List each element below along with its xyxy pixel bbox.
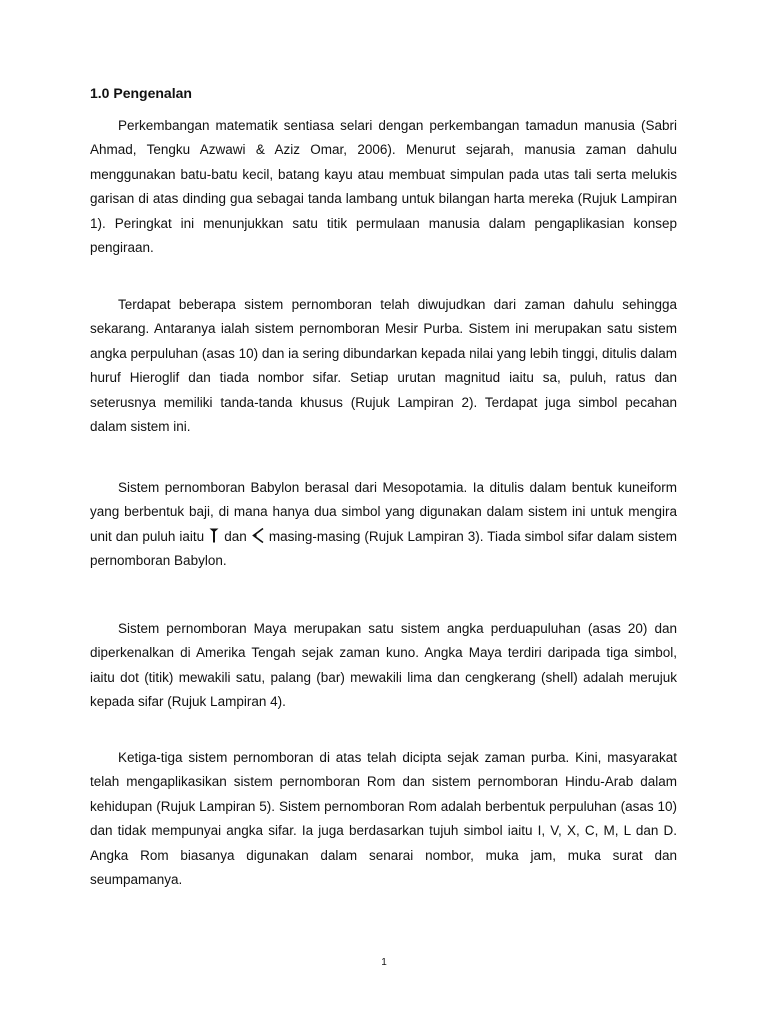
paragraph-egyptian-system: Terdapat beberapa sistem pernomboran telah diwujudkan dari zaman dahulu sehingga sekarang. Antaranya ialah sistem pernomboran Mesir Purba. Sistem ini merupakan satu sistem angka perpuluhan (asas 10) dan ia sering dibundarkan kepada nilai yang lebih tinggi, ditulis dalam huruf Hieroglif dan tiada nombor sifar. Setiap urutan magnitud iaitu sa, puluh, ratus dan seterusnya memiliki tanda-tanda khusus (Rujuk Lampiran 2). Terdapat juga simbol pecahan dalam sistem ini. — [90, 297, 677, 435]
paragraph-maya-system: Sistem pernomboran Maya merupakan satu sistem angka perduapuluhan (asas 20) dan diperkenalkan di Amerika Tengah sejak zaman kuno. Angka Maya terdiri daripada tiga simbol, iaitu dot (titik) mewakili satu, palang (bar) mewakili lima dan cengkerang (shell) adalah merujuk kepada sifar (Rujuk Lampiran 4). — [90, 621, 677, 710]
paragraph-babylonian-text-middle: dan — [220, 528, 251, 544]
paragraph-babylonian-system — [90, 476, 677, 574]
section-heading: 1.0 Pengenalan — [90, 85, 192, 101]
paragraph-babylonian-text-end: masing-masing (Rujuk Lampiran 3). Tiada simbol sifar dalam sistem pernomboran Babylon. — [90, 528, 677, 569]
page-number: 1 — [381, 957, 387, 968]
paragraph-babylonian-text-start: Sistem pernomboran Babylon berasal dari Mesopotamia. Ia ditulis dalam bentuk kuneiform yang berbentuk baji, di mana hanya dua simbol yang digunakan dalam sistem ini untuk mengira unit dan puluh iaitu — [90, 480, 677, 544]
babylonian-unit-wedge-icon — [208, 527, 220, 544]
paragraph-roman-hindu-arabic: Ketiga-tiga sistem pernomboran di atas telah dicipta sejak zaman purba. Kini, masyarakat telah mengaplikasikan sistem pernomboran Rom dan sistem pernomboran Hindu-Arab dalam kehidupan (Rujuk Lampiran 5). Sistem pernomboran Rom adalah berbentuk perpuluhan (asas 10) dan tidak mempunyai angka sifar. Ia juga berdasarkan tujuh simbol iaitu I, V, X, C, M, L dan D. Angka Rom biasanya digunakan dalam senarai nombor, muka jam, muka surat dan seumpamanya. — [90, 750, 677, 888]
paragraph-intro: Perkembangan matematik sentiasa selari dengan perkembangan tamadun manusia (Sabri Ahmad, Tengku Azwawi & Aziz Omar, 2006). Menurut sejarah, manusia zaman dahulu menggunakan batu-batu kecil, batang kayu atau membuat simpulan pada utas tali serta melukis garisan di atas dinding gua sebagai tanda lambang untuk bilangan harta mereka (Rujuk Lampiran 1). Peringkat ini menunjukkan satu titik permulaan manusia dalam pengaplikasian konsep pengiraan. — [90, 118, 677, 256]
babylonian-ten-wedge-icon — [251, 527, 265, 544]
